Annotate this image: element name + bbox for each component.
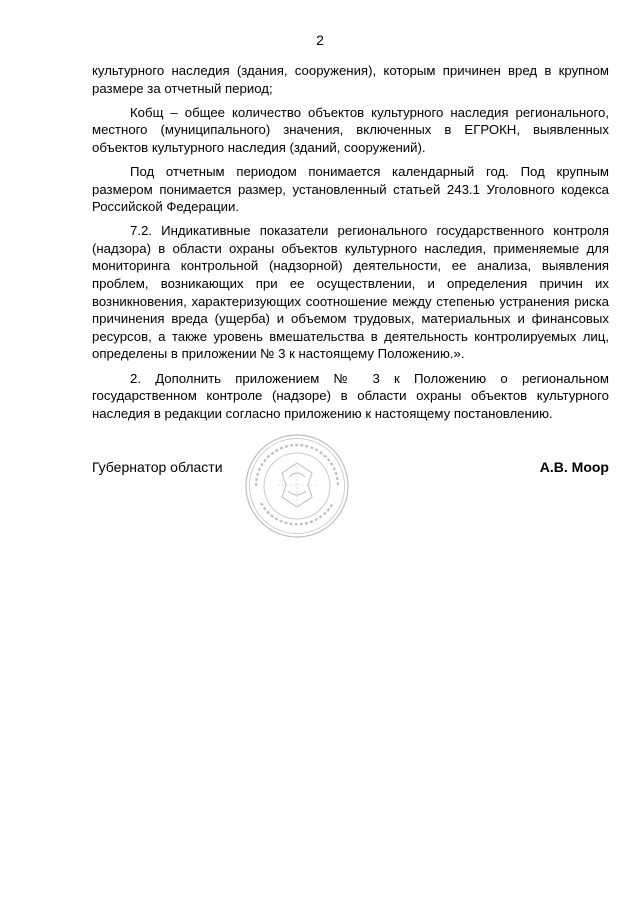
document-body [92, 62, 609, 429]
paragraph-kobshch-definition: Кобщ – общее количество объектов культурного наследия регионального, местного (муниципального) значения, включенных в ЕГРОКН, выявленных объектов культурного наследия (зданий, сооружений). [92, 104, 609, 155]
paragraph-reporting-period: Под отчетным периодом понимается календарный год. Под крупным размером понимается размер, установленный статьей 243.1 Уголовного кодекса Российской Федерации. [92, 163, 609, 215]
signature-block [92, 458, 609, 478]
paragraph-continuation: культурного наследия (здания, сооружения), которым причинен вред в крупном размере за отчетный период; [92, 63, 609, 96]
official-seal-stamp [244, 433, 350, 539]
paragraph-supplement-appendix: 2. Дополнить приложением № 3 к Положению о региональном государственном контроле (надзоре) в области охраны объектов культурного наследия в редакции согласно приложению к настоящему постановлению. [92, 370, 609, 421]
signatory-name: А.В. Моор [539, 459, 609, 475]
paragraph-indicative-indicators: 7.2. Индикативные показатели регионального государственного контроля (надзора) в области охраны объектов культурного наследия, применяемые для мониторинга контрольной (надзорной) деятельности, ее анализа, выявления проблем, возникающих при ее осуществлении, и определения причин их возникновения, характеризующих соотношение между степенью устранения риска причинения вреда (ущерба) и объемом трудовых, материальных и финансовых ресурсов, а также уровень вмешательства в деятельность контролируемых лиц, определены в приложении № 3 к настоящему Положению.». [92, 223, 609, 362]
page-number: 2 [316, 32, 324, 48]
signatory-title: Губернатор области [92, 459, 223, 475]
